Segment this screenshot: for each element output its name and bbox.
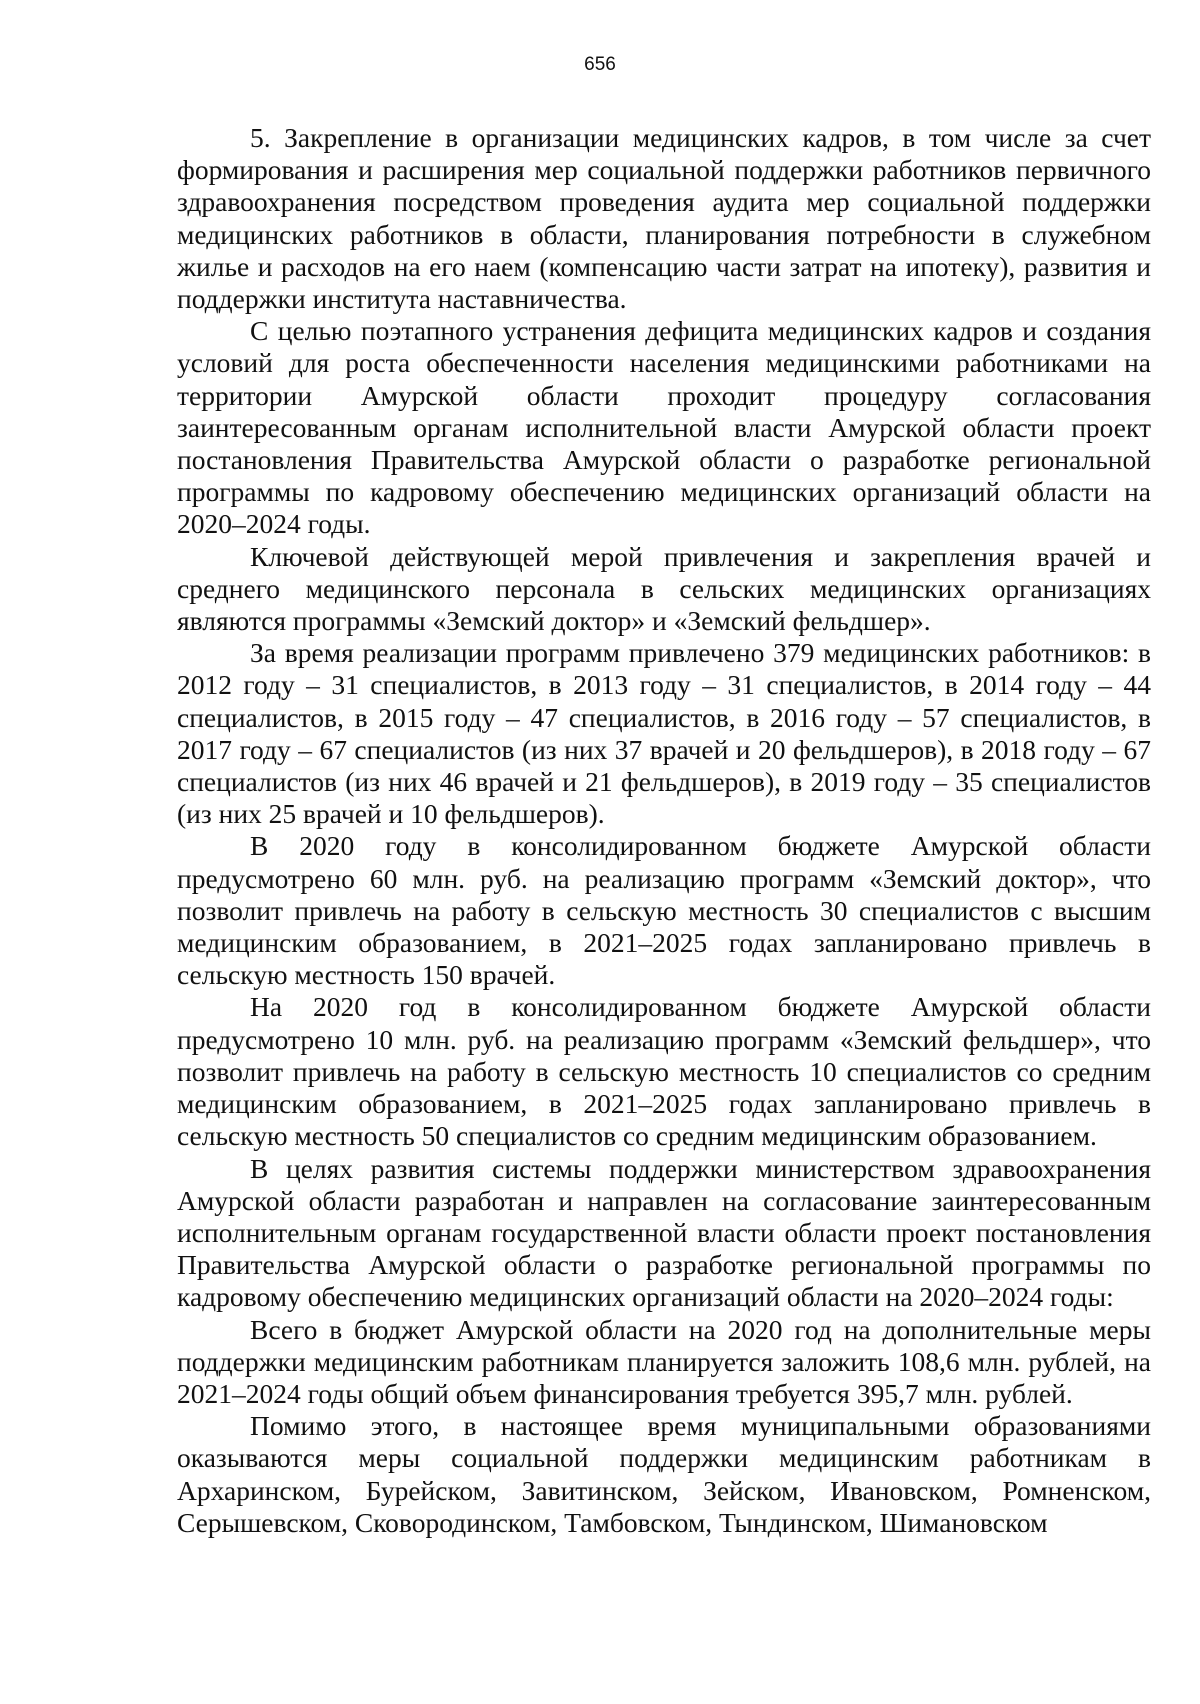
- paragraph-2: С целью поэтапного устранения дефицита медицинских кадров и создания условий для роста обеспеченности населения медицинскими работниками на территории Амурской области проходит процедуру согласования заинтересованным органам исполнительной власти Амурской области проект постановления Правительства Амурской области о разработке региональной программы по кадровому обеспечению медицинских организаций области на 2020–2024 годы.: [177, 315, 1151, 540]
- paragraph-1: 5. Закрепление в организации медицинских кадров, в том числе за счет формирования и расширения мер социальной поддержки работников первичного здравоохранения посредством проведения аудита мер социальной поддержки медицинских работников в области, планирования потребности в служебном жилье и расходов на его наем (компенсацию части затрат на ипотеку), развития и поддержки института наставничества.: [177, 122, 1151, 315]
- paragraph-5: В 2020 году в консолидированном бюджете Амурской области предусмотрено 60 млн. руб. на реализацию программ «Земский доктор», что позволит привлечь на работу в сельскую местность 30 специалистов с высшим медицинским образованием, в 2021–2025 годах запланировано привлечь в сельскую местность 150 врачей.: [177, 830, 1151, 991]
- paragraph-3: Ключевой действующей мерой привлечения и закрепления врачей и среднего медицинского персонала в сельских медицинских организациях являются программы «Земский доктор» и «Земский фельдшер».: [177, 540, 1151, 637]
- page-number: 656: [584, 54, 616, 75]
- paragraph-7: В целях развития системы поддержки министерством здравоохранения Амурской области разработан и направлен на согласование заинтересованным исполнительным органам государственной власти области проект постановления Правительства Амурской области о разработке региональной программы по кадровому обеспечению медицинских организаций области на 2020–2024 годы:: [177, 1152, 1151, 1313]
- document-body: [177, 122, 1151, 1539]
- paragraph-8: Всего в бюджет Амурской области на 2020 год на дополнительные меры поддержки медицинским работникам планируется заложить 108,6 млн. рублей, на 2021–2024 годы общий объем финансирования требуется 395,7 млн. рублей.: [177, 1313, 1151, 1409]
- paragraph-4: За время реализации программ привлечено 379 медицинских работников: в 2012 году – 31 специалистов, в 2013 году – 31 специалистов, в 2014 году – 44 специалистов, в 2015 году – 47 специалистов, в 2016 году – 57 специалистов, в 2017 году – 67 специалистов (из них 37 врачей и 20 фельдшеров), в 2018 году – 67 специалистов (из них 46 врачей и 21 фельдшеров), в 2019 году – 35 специалистов (из них 25 врачей и 10 фельдшеров).: [177, 637, 1151, 830]
- paragraph-9: Помимо этого, в настоящее время муниципальными образованиями оказываются меры социальной поддержки медицинским работникам в Архаринском, Бурейском, Завитинском, Зейском, Ивановском, Ромненском, Серышевском, Сковородинском, Тамбовском, Тындинском, Шимановском: [177, 1410, 1151, 1538]
- paragraph-6: На 2020 год в консолидированном бюджете Амурской области предусмотрено 10 млн. руб. на реализацию программ «Земский фельдшер», что позволит привлечь на работу в сельскую местность 10 специалистов со средним медицинским образованием, в 2021–2025 годах запланировано привлечь в сельскую местность 50 специалистов со средним медицинским образованием.: [177, 991, 1151, 1152]
